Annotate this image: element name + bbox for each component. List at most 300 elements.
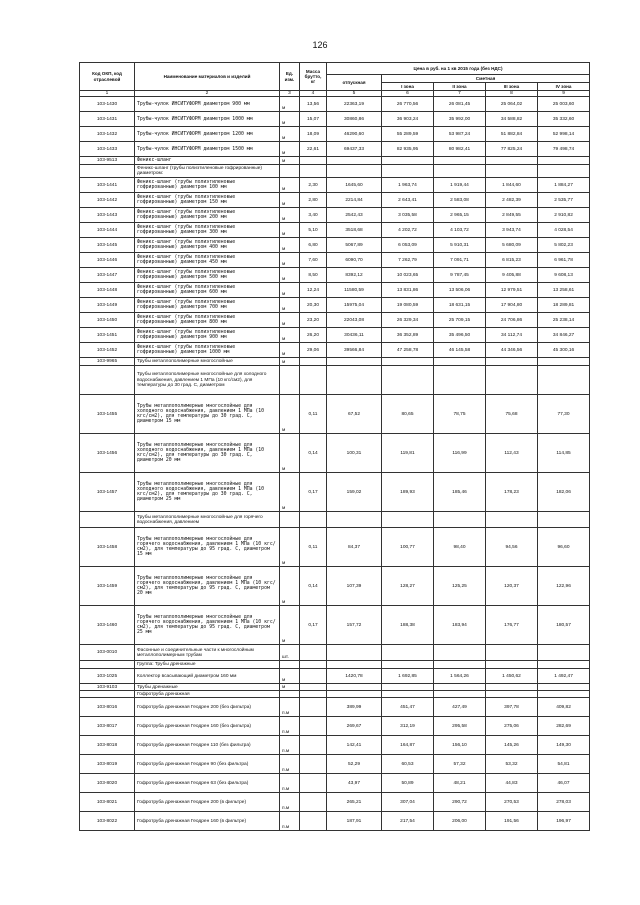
item-unit: м [280, 223, 300, 238]
table-row [80, 178, 590, 193]
item-unit: м [280, 268, 300, 283]
release-price: 265,21 [327, 793, 382, 812]
table-row [80, 328, 590, 343]
item-unit: п.м [280, 736, 300, 755]
release-price: 2214,84 [327, 193, 382, 208]
item-unit: м [280, 142, 300, 157]
item-mass: 5,10 [300, 223, 327, 238]
item-mass [300, 755, 327, 774]
zone-1-price: 2 643,41 [382, 193, 434, 208]
header-estimate: Сметная [382, 75, 590, 83]
table-row [80, 684, 590, 691]
zone-1-price: 19 080,59 [382, 298, 434, 313]
zone-4-price: 9 608,13 [538, 268, 590, 283]
release-price: 3518,68 [327, 223, 382, 238]
item-unit: м [280, 127, 300, 142]
release-price: 15975,04 [327, 298, 382, 313]
item-unit: м [280, 157, 300, 165]
item-name: Трубы металлополимерные многослойные для холодного водоснабжения, давлением 1 МПа (10 кгс/см2), для температуры до 30 град. С, диаметром [135, 366, 280, 395]
item-name: Трубы-чулок ИНСИТУФОРМ диаметром 900 мм [135, 97, 280, 112]
zone-3-price: 34 112,74 [486, 328, 538, 343]
item-unit: м [280, 97, 300, 112]
item-unit [280, 366, 300, 395]
table-row [80, 736, 590, 755]
zone-2-price: 25 709,15 [434, 313, 486, 328]
zone-2-price: 290,72 [434, 793, 486, 812]
item-name: Феникс-шланг (трубы полиэтиленовые гофрированные) диаметром 200 мм [135, 208, 280, 223]
release-price: 43,97 [327, 774, 382, 793]
table-row [80, 774, 590, 793]
item-code [80, 366, 135, 395]
table-row [80, 208, 590, 223]
zone-3-price: 1 450,62 [486, 669, 538, 684]
release-price [327, 645, 382, 661]
zone-4-price [538, 661, 590, 669]
item-unit: м [280, 253, 300, 268]
release-price: 142,41 [327, 736, 382, 755]
release-price [327, 684, 382, 691]
table-header [80, 63, 590, 97]
release-price: 389,99 [327, 698, 382, 717]
zone-3-price: 44,83 [486, 774, 538, 793]
item-unit: м [280, 669, 300, 684]
item-name: Феникс-шланг [135, 157, 280, 165]
item-unit: м [280, 238, 300, 253]
header-zone-4: IV зона [538, 83, 590, 91]
table-row [80, 812, 590, 831]
zone-1-price: 119,81 [382, 434, 434, 473]
zone-3-price: 34 588,82 [486, 112, 538, 127]
item-unit [280, 661, 300, 669]
release-price: 22363,19 [327, 97, 382, 112]
item-mass: 26,20 [300, 328, 327, 343]
zone-1-price: 7 262,79 [382, 253, 434, 268]
item-mass [300, 358, 327, 366]
table-row [80, 358, 590, 366]
zone-2-price: 80 982,41 [434, 142, 486, 157]
item-name: Коллектор всасывающий диаметром 160 мм [135, 669, 280, 684]
item-code: 103-1444 [80, 223, 135, 238]
item-mass [300, 736, 327, 755]
zone-1-price [382, 645, 434, 661]
zone-2-price: 125,25 [434, 567, 486, 606]
item-mass: 20,30 [300, 298, 327, 313]
item-unit: м [280, 298, 300, 313]
zone-3-price: 397,78 [486, 698, 538, 717]
item-name: Трубы металлополимерные многослойные для горячего водоснабжения, давлением [135, 512, 280, 528]
item-name: Трубы-чулок ИНСИТУФОРМ диаметром 1000 мм [135, 112, 280, 127]
item-unit: м [280, 567, 300, 606]
table-row [80, 698, 590, 717]
zone-2-price: 9 787,45 [434, 268, 486, 283]
item-code: 103-1446 [80, 253, 135, 268]
item-code: 103-1459 [80, 567, 135, 606]
col-number: 4 [300, 91, 327, 97]
zone-2-price: 427,49 [434, 698, 486, 717]
zone-3-price: 53,32 [486, 755, 538, 774]
zone-1-price: 80,65 [382, 395, 434, 434]
release-price: 2542,43 [327, 208, 382, 223]
item-name: Феникс-шланг (трубы полиэтиленовые гофрированные) диаметром 500 мм [135, 268, 280, 283]
table-row [80, 165, 590, 178]
release-price: 8392,12 [327, 268, 382, 283]
table-row [80, 512, 590, 528]
header-release: отпускная [327, 75, 382, 91]
item-mass: 29,06 [300, 343, 327, 358]
item-mass: 0,17 [300, 473, 327, 512]
table-row [80, 313, 590, 328]
zone-4-price: 79 498,74 [538, 142, 590, 157]
item-code: 103-8022 [80, 812, 135, 831]
release-price: 157,72 [327, 606, 382, 645]
zone-2-price [434, 512, 486, 528]
release-price: 22043,08 [327, 313, 382, 328]
item-unit: м [280, 473, 300, 512]
table-row [80, 645, 590, 661]
zone-2-price: 57,32 [434, 755, 486, 774]
zone-4-price: 278,03 [538, 793, 590, 812]
zone-1-price [382, 366, 434, 395]
item-mass [300, 717, 327, 736]
item-mass [300, 645, 327, 661]
zone-2-price: 98,40 [434, 528, 486, 567]
item-name: Трубы дренажные [135, 684, 280, 691]
table-row [80, 755, 590, 774]
item-code [80, 661, 135, 669]
item-name: Гофротруба дренажная Геодрен 160 (без фильтра) [135, 717, 280, 736]
zone-3-price: 51 882,84 [486, 127, 538, 142]
zone-1-price [382, 691, 434, 698]
table-row [80, 473, 590, 512]
item-name: Феникс-шланг (трубы полиэтиленовые гофрированные) диаметром 600 мм [135, 283, 280, 298]
item-code: 103-1430 [80, 97, 135, 112]
zone-1-price: 3 035,58 [382, 208, 434, 223]
zone-3-price: 2 849,55 [486, 208, 538, 223]
zone-1-price: 128,27 [382, 567, 434, 606]
item-unit: п.м [280, 717, 300, 736]
table-row [80, 691, 590, 698]
item-name: Трубы металлополимерные многослойные [135, 358, 280, 366]
header-unit: Ед. изм. [280, 63, 300, 91]
item-mass: 3,40 [300, 208, 327, 223]
zone-4-price: 18 289,81 [538, 298, 590, 313]
item-mass: 2,30 [300, 178, 327, 193]
item-name: Гофротруба дренажная Геодрен 110 (без фильтра) [135, 736, 280, 755]
item-name: Трубы-чулок ИНСИТУФОРМ диаметром 1500 мм [135, 142, 280, 157]
item-code: 103-1433 [80, 142, 135, 157]
table-row [80, 157, 590, 165]
table-row [80, 343, 590, 358]
zone-3-price [486, 691, 538, 698]
zone-4-price: 46,07 [538, 774, 590, 793]
zone-2-price: 13 506,06 [434, 283, 486, 298]
zone-2-price: 53 987,24 [434, 127, 486, 142]
item-code: 103-9965 [80, 358, 135, 366]
zone-2-price: 18 631,15 [434, 298, 486, 313]
item-mass [300, 793, 327, 812]
item-name: Феникс-шланг (трубы полиэтиленовые гофрированные) диаметром 150 мм [135, 193, 280, 208]
item-unit: м [280, 434, 300, 473]
item-unit: п.м [280, 755, 300, 774]
item-code: 103-8021 [80, 793, 135, 812]
item-code: 103-1443 [80, 208, 135, 223]
item-name: Гофротруба дренажная Геодрен 63 (без фильтра) [135, 774, 280, 793]
zone-1-price: 100,77 [382, 528, 434, 567]
item-code: 103-1445 [80, 238, 135, 253]
release-price: 6090,70 [327, 253, 382, 268]
zone-1-price: 188,38 [382, 606, 434, 645]
zone-2-price: 206,00 [434, 812, 486, 831]
zone-3-price: 44 346,56 [486, 343, 538, 358]
zone-4-price: 25 003,60 [538, 97, 590, 112]
table-row [80, 567, 590, 606]
release-price: 30436,11 [327, 328, 382, 343]
zone-3-price: 94,56 [486, 528, 538, 567]
zone-4-price: 182,06 [538, 473, 590, 512]
item-mass: 0,17 [300, 606, 327, 645]
release-price: 11580,59 [327, 283, 382, 298]
zone-3-price [486, 358, 538, 366]
zone-4-price: 122,96 [538, 567, 590, 606]
table-row [80, 298, 590, 313]
item-code: 103-1441 [80, 178, 135, 193]
release-price: 39566,84 [327, 343, 382, 358]
item-unit: м [280, 112, 300, 127]
zone-2-price: 7 091,71 [434, 253, 486, 268]
zone-4-price [538, 684, 590, 691]
zone-2-price: 156,10 [434, 736, 486, 755]
item-mass [300, 512, 327, 528]
item-code: 103-1431 [80, 112, 135, 127]
zone-2-price: 4 103,72 [434, 223, 486, 238]
release-price: 269,67 [327, 717, 382, 736]
item-name: Феникс-шланг (трубы полиэтиленовые гофрированные) диаметром 100 мм [135, 178, 280, 193]
item-unit: м [280, 343, 300, 358]
release-price [327, 512, 382, 528]
item-mass [300, 691, 327, 698]
release-price: 100,31 [327, 434, 382, 473]
zone-1-price [382, 684, 434, 691]
item-unit [280, 691, 300, 698]
table-row [80, 606, 590, 645]
zone-1-price: 10 023,65 [382, 268, 434, 283]
item-name: Фасонные и соединительные части к многослойным металлополимерным трубам [135, 645, 280, 661]
item-name: Феникс-шланг (трубы полиэтиленовые гофрированные) диаметром: [135, 165, 280, 178]
zone-1-price: 164,87 [382, 736, 434, 755]
zone-4-price [538, 645, 590, 661]
col-number: 5 [327, 91, 382, 97]
zone-3-price [486, 512, 538, 528]
item-name: Трубы металлополимерные многослойные для горячего водоснабжения, давлением 1 МПа (10 кгс/см2), для температуры до 95 град. С, диаметром 15 мм [135, 528, 280, 567]
item-name: Трубы металлополимерные многослойные для холодного водоснабжения, давлением 1 МПа (10 кгс/см2), для температуры до 30 град. С, диаметром 20 мм [135, 434, 280, 473]
item-mass: 0,14 [300, 434, 327, 473]
table-row [80, 669, 590, 684]
zone-2-price: 5 910,31 [434, 238, 486, 253]
table-row [80, 193, 590, 208]
zone-2-price: 35 496,50 [434, 328, 486, 343]
item-code: 103-1432 [80, 127, 135, 142]
item-mass [300, 165, 327, 178]
table-row [80, 253, 590, 268]
header-zone-1: I зона [382, 83, 434, 91]
zone-1-price [382, 157, 434, 165]
zone-1-price: 307,04 [382, 793, 434, 812]
item-name: Феникс-шланг (трубы полиэтиленовые гофрированные) диаметром 1000 мм [135, 343, 280, 358]
item-unit: м [280, 208, 300, 223]
zone-2-price: 185,46 [434, 473, 486, 512]
zone-4-price [538, 165, 590, 178]
zone-4-price: 409,82 [538, 698, 590, 717]
zone-4-price [538, 358, 590, 366]
zone-3-price: 145,26 [486, 736, 538, 755]
item-mass [300, 669, 327, 684]
item-name: Трубы металлополимерные многослойные для горячего водоснабжения, давлением 1 МПа (10 кгс/см2), для температуры до 95 град. С, диаметром 20 мм [135, 567, 280, 606]
zone-4-price [538, 366, 590, 395]
item-name: Гофротруба дренажная Геодрен 200 (без фильтра) [135, 698, 280, 717]
table-row [80, 434, 590, 473]
item-mass: 8,50 [300, 268, 327, 283]
item-name: Гофротруба дренажная Геодрен 200 (в фильтре) [135, 793, 280, 812]
zone-3-price: 275,06 [486, 717, 538, 736]
item-name: Феникс-шланг (трубы полиэтиленовые гофрированные) диаметром 300 мм [135, 223, 280, 238]
item-code: 103-8016 [80, 698, 135, 717]
item-code: 103-1449 [80, 298, 135, 313]
zone-4-price [538, 157, 590, 165]
zone-4-price: 180,57 [538, 606, 590, 645]
item-mass: 2,80 [300, 193, 327, 208]
zone-4-price: 4 028,54 [538, 223, 590, 238]
header-price-group: Цена в руб. на 1 кв 2015 года (без НДС) [327, 63, 590, 75]
group-row [80, 661, 590, 669]
release-price: 1645,60 [327, 178, 382, 193]
zone-2-price: 183,94 [434, 606, 486, 645]
zone-4-price [538, 691, 590, 698]
header-zone-2: II зона [434, 83, 486, 91]
zone-2-price: 295,58 [434, 717, 486, 736]
release-price [327, 157, 382, 165]
item-mass: 7,60 [300, 253, 327, 268]
zone-3-price [486, 645, 538, 661]
zone-1-price: 82 935,95 [382, 142, 434, 157]
item-code: 103-1452 [80, 343, 135, 358]
page-number: 126 [312, 40, 328, 50]
zone-2-price [434, 157, 486, 165]
zone-1-price [382, 661, 434, 669]
zone-2-price [434, 645, 486, 661]
zone-2-price: 46 145,58 [434, 343, 486, 358]
col-number: 9 [538, 91, 590, 97]
release-price: 69437,33 [327, 142, 382, 157]
header-zone-3: III зона [486, 83, 538, 91]
zone-2-price [434, 358, 486, 366]
release-price [327, 366, 382, 395]
zone-4-price: 54,81 [538, 755, 590, 774]
zone-3-price: 1 844,60 [486, 178, 538, 193]
item-unit: п.м [280, 793, 300, 812]
item-unit: п.м [280, 698, 300, 717]
table-row [80, 268, 590, 283]
zone-1-price [382, 165, 434, 178]
zone-4-price: 6 961,78 [538, 253, 590, 268]
header-name: Наименование материалов и изделий [135, 63, 280, 91]
item-unit: м [280, 193, 300, 208]
item-name: Гофротруба дренажная Геодрен 90 (без фильтра) [135, 755, 280, 774]
zone-4-price: 282,69 [538, 717, 590, 736]
item-code [80, 512, 135, 528]
table-row [80, 366, 590, 395]
item-code: 103-8017 [80, 717, 135, 736]
zone-2-price [434, 366, 486, 395]
zone-4-price: 25 238,14 [538, 313, 590, 328]
zone-4-price: 2 535,77 [538, 193, 590, 208]
table-row [80, 793, 590, 812]
item-code: 103-8018 [80, 736, 135, 755]
zone-2-price [434, 691, 486, 698]
release-price: 187,91 [327, 812, 382, 831]
release-price: 1420,78 [327, 669, 382, 684]
zone-3-price: 191,56 [486, 812, 538, 831]
release-price [327, 358, 382, 366]
item-name: Феникс-шланг (трубы полиэтиленовые гофрированные) диаметром 900 мм [135, 328, 280, 343]
zone-1-price: 36 352,89 [382, 328, 434, 343]
zone-2-price: 26 081,45 [434, 97, 486, 112]
table-body [80, 97, 590, 831]
zone-1-price: 13 831,86 [382, 283, 434, 298]
zone-3-price: 6 815,23 [486, 253, 538, 268]
zone-2-price: 35 992,00 [434, 112, 486, 127]
item-code: 103-1456 [80, 434, 135, 473]
col-number: 7 [434, 91, 486, 97]
release-price: 159,02 [327, 473, 382, 512]
zone-4-price: 35 332,60 [538, 112, 590, 127]
zone-4-price: 96,60 [538, 528, 590, 567]
zone-3-price: 77 825,24 [486, 142, 538, 157]
item-mass [300, 366, 327, 395]
release-price: 52,29 [327, 755, 382, 774]
item-name: Феникс-шланг (трубы полиэтиленовые гофрированные) диаметром 400 мм [135, 238, 280, 253]
release-price: 5067,89 [327, 238, 382, 253]
zone-4-price: 13 258,61 [538, 283, 590, 298]
item-mass: 18,09 [300, 127, 327, 142]
zone-2-price: 1 919,44 [434, 178, 486, 193]
item-name: Гофротруба дренажная [135, 691, 280, 698]
item-name: Трубы металлополимерные многослойные для холодного водоснабжения, давлением 1 МПа (10 кгс/см2), для температуры до 30 град. С, диаметром 25 мм [135, 473, 280, 512]
zone-1-price: 26 329,34 [382, 313, 434, 328]
price-table [79, 62, 590, 831]
release-price: 107,39 [327, 567, 382, 606]
item-name: Трубы металлополимерные многослойные для горячего водоснабжения, давлением 1 МПа (10 кгс/см2), для температуры до 95 град. С, диаметром 25 мм [135, 606, 280, 645]
item-code: 103-8019 [80, 755, 135, 774]
zone-4-price: 1 884,27 [538, 178, 590, 193]
item-code: 103-1458 [80, 528, 135, 567]
zone-1-price: 6 053,09 [382, 238, 434, 253]
zone-4-price: 52 998,14 [538, 127, 590, 142]
zone-3-price: 112,43 [486, 434, 538, 473]
item-mass [300, 698, 327, 717]
zone-3-price: 12 979,51 [486, 283, 538, 298]
item-unit: м [280, 313, 300, 328]
zone-4-price: 45 300,16 [538, 343, 590, 358]
zone-3-price [486, 684, 538, 691]
zone-4-price: 77,30 [538, 395, 590, 434]
item-mass: 6,80 [300, 238, 327, 253]
item-mass: 13,56 [300, 97, 327, 112]
release-price: 46290,60 [327, 127, 382, 142]
table-row [80, 97, 590, 112]
item-unit: шт. [280, 645, 300, 661]
table-row [80, 717, 590, 736]
item-code: 103-0010 [80, 645, 135, 661]
